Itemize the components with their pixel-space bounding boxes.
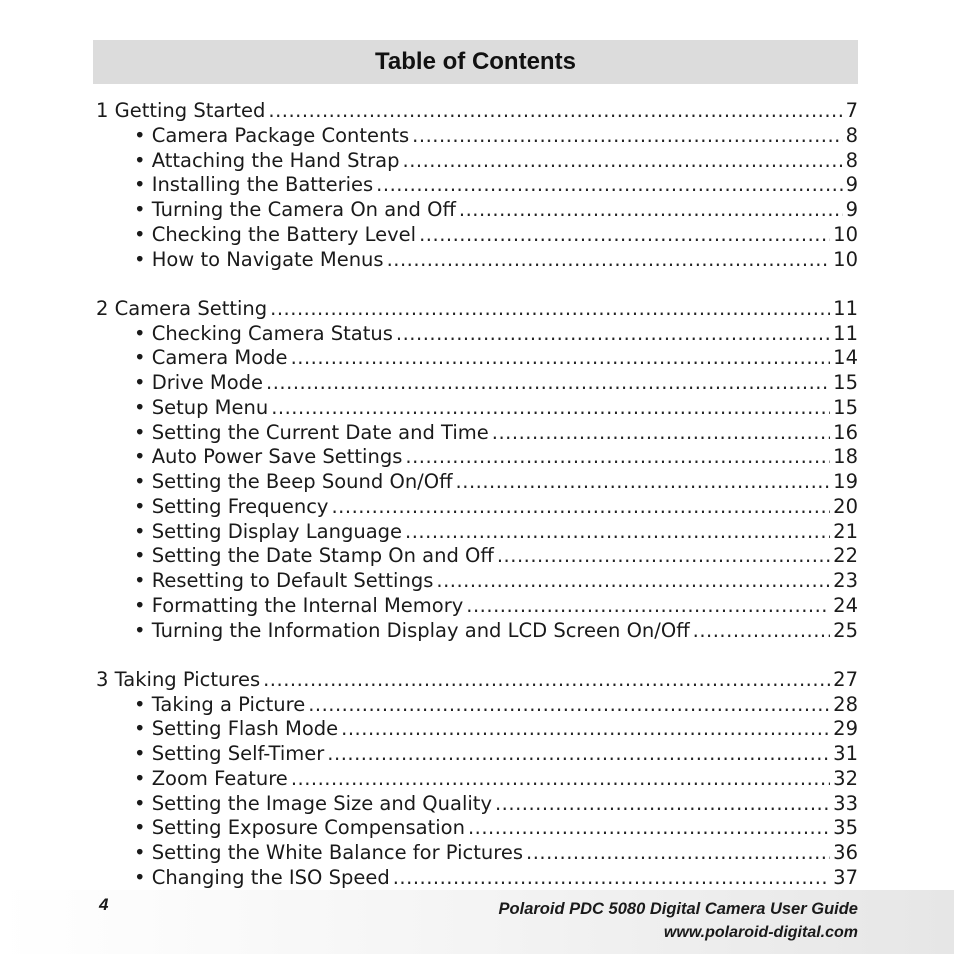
toc-leader-dots — [396, 322, 830, 347]
toc-entry-label: • Checking Camera Status — [134, 321, 393, 345]
toc-entry-label: 3 Taking Pictures — [96, 667, 261, 691]
toc-entry-page: 25 — [833, 618, 858, 642]
toc-leader-dots — [497, 544, 830, 569]
toc-entry-page: 14 — [833, 346, 858, 370]
toc-entry[interactable] — [96, 767, 858, 792]
toc-entry-page: 15 — [833, 371, 858, 394]
toc-leader-dots — [459, 198, 843, 223]
toc-entry-label: • Turning the Information Display and LCD Screen On/Off — [134, 618, 690, 642]
guide-title: Polaroid PDC 5080 Digital Camera User Guide — [498, 900, 858, 918]
toc-leader-dots — [403, 149, 843, 174]
toc-entry[interactable] — [96, 346, 858, 371]
toc-entry[interactable] — [96, 248, 858, 273]
toc-leader-dots — [693, 619, 831, 644]
toc-entry-label: • Setting the White Balance for Pictures — [134, 841, 524, 864]
toc-entry[interactable] — [96, 149, 858, 174]
toc-entry[interactable] — [96, 396, 858, 421]
toc-entry-page: 16 — [833, 420, 858, 444]
toc-leader-dots — [412, 124, 842, 149]
toc-leader-dots — [405, 520, 830, 545]
toc-entry[interactable] — [96, 816, 858, 841]
toc-entry[interactable] — [96, 223, 858, 248]
toc-entry-page: 32 — [833, 766, 858, 790]
toc-entry[interactable] — [96, 841, 858, 866]
toc-entry-label: • Setup Menu — [134, 395, 269, 419]
toc-entry[interactable] — [96, 470, 858, 495]
toc-leader-dots — [266, 371, 830, 396]
toc-chapter[interactable] — [96, 99, 858, 124]
toc-entry-label: • Setting Flash Mode — [134, 717, 339, 741]
toc-entry-page: 21 — [833, 519, 858, 543]
toc-entry[interactable] — [96, 866, 858, 891]
toc-entry-label: • Setting the Beep Sound On/Off — [134, 470, 453, 493]
toc-entry-page: 7 — [845, 99, 858, 122]
toc-entry-page: 33 — [833, 791, 858, 815]
toc-entry-label: • Auto Power Save Settings — [134, 445, 403, 469]
toc-leader-dots — [331, 495, 830, 520]
toc-leader-dots — [468, 816, 830, 841]
toc-entry[interactable] — [96, 421, 858, 446]
toc-entry-label: • How to Navigate Menus — [134, 247, 384, 271]
toc-entry-label: • Resetting to Default Settings — [134, 569, 434, 592]
toc-entry-page: 29 — [833, 717, 858, 741]
toc-leader-dots — [495, 792, 830, 817]
toc-entry-label: 1 Getting Started — [96, 99, 266, 122]
toc-entry[interactable] — [96, 693, 858, 718]
toc-entry-page: 28 — [833, 692, 858, 716]
toc-entry-page: 37 — [833, 865, 858, 889]
toc-leader-dots — [327, 742, 830, 767]
toc-entry-page: 20 — [833, 494, 858, 518]
toc-entry-page: 9 — [845, 198, 858, 221]
toc-entry-page: 19 — [833, 470, 858, 493]
toc-leader-dots — [387, 248, 831, 273]
toc-entry-label: • Setting the Date Stamp On and Off — [134, 544, 494, 568]
toc-leader-dots — [268, 99, 842, 124]
toc-leader-dots — [492, 421, 830, 446]
toc-leader-dots — [271, 396, 830, 421]
toc-leader-dots — [291, 767, 830, 792]
toc-entry-page: 10 — [833, 222, 858, 246]
toc-entry[interactable] — [96, 619, 858, 644]
toc-entry-label: • Attaching the Hand Strap — [134, 148, 400, 172]
toc-entry-label: • Camera Package Contents — [134, 123, 410, 147]
toc-entry-label: • Zoom Feature — [134, 766, 288, 790]
toc-entry-label: • Checking the Battery Level — [134, 222, 417, 246]
toc-entry-label: • Formatting the Internal Memory — [134, 593, 464, 617]
toc-leader-dots — [419, 223, 830, 248]
toc-leader-dots — [466, 594, 830, 619]
title-bar — [93, 40, 858, 84]
toc-leader-dots — [263, 668, 830, 693]
toc-entry-label: • Setting Frequency — [134, 494, 329, 518]
toc-entry-label: • Setting Display Language — [134, 519, 403, 543]
toc-entry-page: 23 — [833, 569, 858, 592]
toc-entry-page: 11 — [833, 321, 858, 345]
toc-entry-page: 8 — [845, 123, 858, 147]
toc-entry-label: • Changing the ISO Speed — [134, 865, 390, 889]
toc-leader-dots — [393, 866, 830, 891]
toc-leader-dots — [526, 841, 830, 866]
toc-entry-label: • Installing the Batteries — [134, 173, 374, 197]
toc-entry-page: 22 — [833, 544, 858, 568]
page-title: Table of Contents — [375, 48, 576, 75]
toc-entry-label: • Setting Self-Timer — [134, 742, 325, 765]
toc-leader-dots — [341, 717, 830, 742]
toc-entry-page: 24 — [833, 593, 858, 617]
toc-entry-page: 27 — [833, 667, 858, 691]
toc-entry-page: 31 — [833, 742, 858, 765]
toc-entry-page: 36 — [833, 841, 858, 864]
toc-entry[interactable] — [96, 544, 858, 569]
toc-entry-label: • Drive Mode — [134, 371, 264, 394]
toc-leader-dots — [376, 173, 842, 198]
toc-entry-label: 2 Camera Setting — [96, 296, 268, 320]
table-of-contents — [96, 99, 858, 891]
toc-entry[interactable] — [96, 495, 858, 520]
toc-leader-dots — [436, 569, 830, 594]
toc-entry-label: • Turning the Camera On and Off — [134, 198, 456, 221]
toc-entry[interactable] — [96, 371, 858, 396]
toc-chapter[interactable] — [96, 668, 858, 693]
toc-entry[interactable] — [96, 124, 858, 149]
toc-entry[interactable] — [96, 717, 858, 742]
toc-entry-page: 11 — [833, 296, 858, 320]
toc-entry[interactable] — [96, 322, 858, 347]
toc-entry[interactable] — [96, 198, 858, 223]
toc-entry-label: • Setting the Current Date and Time — [134, 420, 489, 444]
toc-entry[interactable] — [96, 445, 858, 470]
website-link[interactable]: www.polaroid-digital.com — [663, 924, 858, 941]
toc-entry-page: 15 — [833, 395, 858, 419]
toc-entry[interactable] — [96, 594, 858, 619]
toc-leader-dots — [270, 297, 830, 322]
toc-entry-page: 18 — [833, 445, 858, 469]
toc-leader-dots — [405, 445, 830, 470]
toc-leader-dots — [291, 346, 831, 371]
toc-leader-dots — [456, 470, 831, 495]
toc-entry-page: 9 — [845, 173, 858, 197]
toc-entry-label: • Setting Exposure Compensation — [134, 816, 465, 840]
toc-entry[interactable] — [96, 742, 858, 767]
toc-entry[interactable] — [96, 173, 858, 198]
toc-leader-dots — [308, 693, 830, 718]
toc-entry-label: • Camera Mode — [134, 346, 288, 370]
toc-entry-page: 35 — [833, 816, 858, 840]
page-number: 4 — [99, 895, 109, 914]
toc-entry-label: • Setting the Image Size and Quality — [134, 791, 492, 815]
toc-entry-page: 8 — [845, 148, 858, 172]
toc-entry[interactable] — [96, 569, 858, 594]
toc-entry-label: • Taking a Picture — [134, 692, 306, 716]
toc-entry[interactable] — [96, 792, 858, 817]
toc-entry[interactable] — [96, 520, 858, 545]
toc-entry-page: 10 — [833, 247, 858, 271]
toc-chapter[interactable] — [96, 297, 858, 322]
